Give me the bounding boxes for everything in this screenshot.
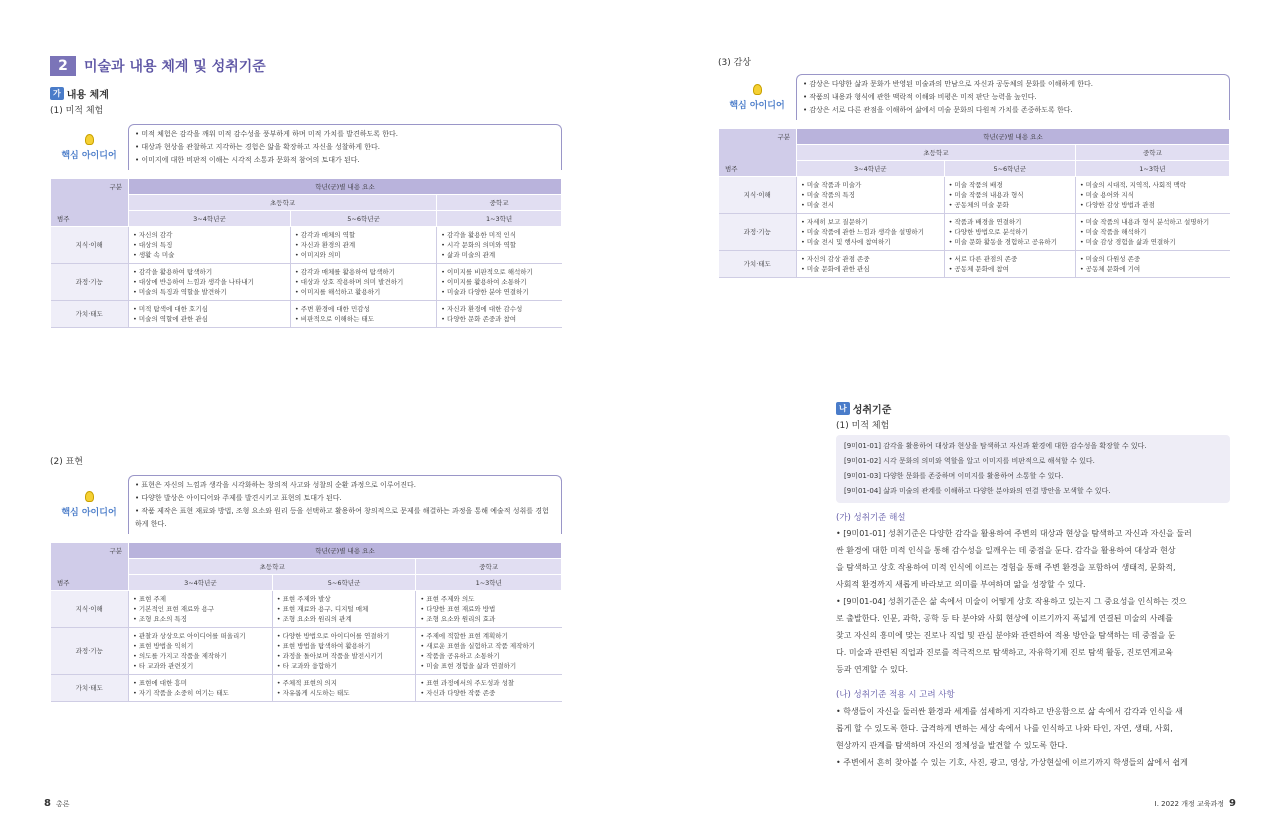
cell-item: • 조형 요소와 원리의 효과 <box>420 615 496 623</box>
content-system-heading <box>50 86 109 101</box>
category-cell: 가치·태도 <box>51 301 129 328</box>
cell-item: • 자기 작품을 소중히 여기는 태도 <box>133 689 229 697</box>
considerations-line: 롭게 할 수 있도록 한다. 급격하게 변하는 세상 속에서 나를 인식하고 나와 타인, 자연, 생태, 사회, <box>836 724 1173 733</box>
explanation-text <box>836 525 1230 678</box>
core-idea-line: • 감상은 서로 다른 관점을 이해하여 삶에서 미술 문화의 다원적 가치를 존중하도록 한다. <box>803 106 1073 114</box>
cell-item: • 표현 주제 <box>133 595 167 603</box>
table-row <box>719 177 1230 214</box>
core-idea-text <box>128 475 562 534</box>
core-idea-line: • 표현은 자신의 느낌과 생각을 시각화하는 창의적 사고와 성찰의 순환 과정으로 이루어진다. <box>135 481 417 489</box>
core-idea-line: • 대상과 현상을 관찰하고 지각하는 경험은 앎을 확장하고 자신을 성찰하게 한다. <box>135 143 380 151</box>
cell-item: • 자세히 보고 질문하기 <box>801 218 868 226</box>
core-idea-3 <box>718 74 1230 120</box>
cell-item: • 미술의 역할에 관한 관심 <box>133 315 208 323</box>
cell-item: • 대상과 상호 작용하며 의미 발견하기 <box>294 278 404 286</box>
page-label: Ⅰ. 2022 개정 교육과정 <box>1154 799 1225 808</box>
elementary-header: 초등학교 <box>129 195 437 211</box>
cell-item: • 다양한 방법으로 분석하기 <box>948 228 1028 236</box>
cell-item: • 미술의 특징과 역할을 발견하기 <box>133 288 227 296</box>
cell-item: • 표현 방법을 익히기 <box>133 642 194 650</box>
explanation-line: • [9미01-04] 성취기준은 삶 속에서 미술이 어떻게 상호 작용하고 있는지 그 중요성을 인식하는 것으 <box>836 597 1187 606</box>
cell-item: • 주체적 표현의 의지 <box>276 679 337 687</box>
achievement-sub-aesthetic: (1) 미적 체험 <box>836 421 890 431</box>
lightbulb-icon <box>753 84 762 95</box>
cell-item: • 관찰과 상상으로 아이디어를 떠올리기 <box>133 632 246 640</box>
considerations-line: • 학생들이 자신을 둘러싼 환경과 세계를 섬세하게 지각하고 반응함으로 삶 속에서 감각과 인식을 새 <box>836 707 1183 716</box>
table-row <box>51 675 562 702</box>
grade-13-header: 1~3학년 <box>1075 161 1229 177</box>
table-cell <box>129 675 273 702</box>
core-idea-2 <box>50 475 562 534</box>
cell-item: • 자신과 환경의 관계 <box>294 241 356 249</box>
cell-item: • 공동체 문화에 참여 <box>948 265 1009 273</box>
cell-item: • 표현 주제와 발상 <box>276 595 331 603</box>
content-table-3 <box>718 128 1230 278</box>
core-idea-line: • 이미지에 대한 비판적 이해는 시각적 소통과 문화적 참여의 토대가 된다. <box>135 156 360 164</box>
elementary-header: 초등학교 <box>129 559 416 575</box>
standard-line: [9미01-02] 시각 문화의 의미와 역할을 알고 이미지를 비판적으로 해석할 수 있다. <box>844 457 1095 465</box>
table-cell <box>944 177 1075 214</box>
cell-item: • 이미지를 해석하고 활용하기 <box>294 288 381 296</box>
table-corner <box>51 543 129 591</box>
considerations-line: 현상까지 관계를 탐색하며 자신의 정체성을 발견할 수 있도록 한다. <box>836 741 1068 750</box>
cell-item: • 다양한 방법으로 아이디어를 연결하기 <box>276 632 390 640</box>
corner-beomju: 범주 <box>57 215 70 223</box>
core-idea-text <box>128 124 562 170</box>
cell-item: • 자유롭게 시도하는 태도 <box>276 689 350 697</box>
category-cell: 과정·기능 <box>51 628 129 675</box>
left-footer <box>44 798 70 809</box>
cell-item: • 감각과 매체의 역할 <box>294 231 356 239</box>
cell-item: • 미술 작품에 관한 느낌과 생각을 설명하기 <box>801 228 924 236</box>
ga-tag: 가 <box>50 87 64 100</box>
cell-item: • 미술 작품과 미술가 <box>801 181 862 189</box>
cell-item: • 자신의 감상 관점 존중 <box>801 255 870 263</box>
cell-item: • 조형 요소의 특징 <box>133 615 187 623</box>
corner-gubun: 구분 <box>109 183 122 191</box>
grade-13-header: 1~3학년 <box>416 575 562 591</box>
table-corner <box>51 179 129 227</box>
cell-item: • 미술 작품의 내용과 형식 분석하고 설명하기 <box>1079 218 1210 226</box>
table-row <box>719 251 1230 278</box>
cell-item: • 감각과 매체를 활용하여 탐색하기 <box>294 268 395 276</box>
table-cell <box>129 301 291 328</box>
cell-item: • 표현 과정에서의 주도성과 성찰 <box>420 679 515 687</box>
table-cell <box>290 264 436 301</box>
grade-56-header: 5~6학년군 <box>290 211 436 227</box>
cell-item: • 미술 전시 및 행사에 참여하기 <box>801 238 891 246</box>
table-cell <box>416 628 562 675</box>
cell-item: • 비판적으로 이해하는 태도 <box>294 315 375 323</box>
cell-item: • 조형 요소와 원리의 관계 <box>276 615 352 623</box>
grade-elements-header: 학년(군)별 내용 요소 <box>797 129 1230 145</box>
table-cell <box>1075 251 1229 278</box>
cell-item: • 미술 감상 경험을 삶과 연결하기 <box>1079 238 1176 246</box>
core-idea-line: • 감상은 다양한 삶과 문화가 반영된 미술과의 만남으로 자신과 공동체의 문화를 이해하게 한다. <box>803 80 1094 88</box>
table-row <box>51 227 562 264</box>
table-cell <box>1075 214 1229 251</box>
explanation-title: (가) 성취기준 해설 <box>836 513 906 523</box>
grade-34-header: 3~4학년군 <box>129 575 273 591</box>
cell-item: • 표현 주제와 의도 <box>420 595 475 603</box>
table-cell <box>797 214 945 251</box>
table-cell <box>437 264 562 301</box>
considerations-text <box>836 703 1230 771</box>
core-idea-1 <box>50 124 562 170</box>
table-cell <box>129 628 273 675</box>
cell-item: • 미술 문화 활동을 경험하고 공유하기 <box>948 238 1057 246</box>
cell-item: • 표현 재료와 용구, 디지털 매체 <box>276 605 369 613</box>
content-table-2 <box>50 542 562 702</box>
elementary-header: 초등학교 <box>797 145 1076 161</box>
cell-item: • 감각을 활용한 미적 인식 <box>441 231 517 239</box>
table-cell <box>290 301 436 328</box>
cell-item: • 기본적인 표현 재료와 용구 <box>133 605 215 613</box>
cell-item: • 대상에 반응하여 느낌과 생각을 나타내기 <box>133 278 254 286</box>
cell-item: • 다양한 문화 존중과 참여 <box>441 315 517 323</box>
cell-item: • 타 교과와 관련짓기 <box>133 662 194 670</box>
page-number: 8 <box>44 798 51 809</box>
page-label: 총론 <box>55 799 70 808</box>
table-row <box>719 214 1230 251</box>
section-number: 2 <box>50 56 76 76</box>
table-cell <box>272 675 416 702</box>
cell-item: • 새로운 표현을 실험하고 작품 제작하기 <box>420 642 536 650</box>
core-idea-line: • 미적 체험은 감각을 깨워 미적 감수성을 풍부하게 하며 미적 가치를 발견하도록 한다. <box>135 130 398 138</box>
considerations-title: (나) 성취기준 적용 시 고려 사항 <box>836 690 955 700</box>
core-idea-line: • 작품 제작은 표현 재료와 방법, 조형 요소와 원리 등을 선택하고 활용하여 창의적으로 문제를 해결하는 과정을 통해 예술적 성취를 경험하게 한다. <box>135 507 549 528</box>
explanation-line: 다. 미술과 관련된 직업과 진로를 적극적으로 탐색하고, 자유학기제 진로 탐색 활동, 진로연계교육 <box>836 648 1173 657</box>
cell-item: • 미술의 시대적, 지역적, 사회적 맥락 <box>1079 181 1187 189</box>
content-system-title: 내용 체계 <box>66 90 109 101</box>
subsection-appreciation: (3) 감상 <box>718 58 751 68</box>
cell-item: • 삶과 미술의 관계 <box>441 251 496 259</box>
explanation-line: 싼 환경에 대한 미적 인식을 통해 감수성을 일깨우는 데 중점을 둔다. 감각을 활용하여 대상과 현상 <box>836 546 1176 555</box>
category-cell: 가치·태도 <box>719 251 797 278</box>
cell-item: • 타 교과와 융합하기 <box>276 662 337 670</box>
table-cell <box>416 675 562 702</box>
table-cell <box>272 591 416 628</box>
explanation-line: 을 탐색하고 상호 작용하여 미적 인식에 이르는 경험을 통해 주변 환경을 포함하여 생태적, 문화적, <box>836 563 1176 572</box>
explanation-line: • [9미01-01] 성취기준은 다양한 감각을 활용하여 주변의 대상과 현상을 탐색하고 자신과 자신을 둘러 <box>836 529 1192 538</box>
core-idea-line: • 작품의 내용과 형식에 관한 맥락적 이해와 비평은 미적 판단 능력을 높인다. <box>803 93 1037 101</box>
achievement-heading <box>836 401 891 416</box>
grade-56-header: 5~6학년군 <box>272 575 416 591</box>
corner-beomju: 범주 <box>725 165 738 173</box>
cell-item: • 미술 작품의 내용과 형식 <box>948 191 1024 199</box>
category-cell: 과정·기능 <box>51 264 129 301</box>
core-idea-label: 핵심 아이디어 <box>61 150 117 161</box>
right-footer <box>1155 798 1236 809</box>
cell-item: • 다양한 표현 재료와 방법 <box>420 605 496 613</box>
explanation-line: 로 출발한다. 인문, 과학, 공학 등 타 분야와 사회 현상에 이르기까지 폭넓게 연결된 미술의 사례를 <box>836 614 1173 623</box>
table-cell <box>290 227 436 264</box>
table-cell <box>944 214 1075 251</box>
category-cell: 지식·이해 <box>51 591 129 628</box>
achievement-title: 성취기준 <box>852 405 892 416</box>
table-cell <box>129 264 291 301</box>
cell-item: • 감각을 활용하여 탐색하기 <box>133 268 213 276</box>
cell-item: • 미술과 다양한 분야 연결하기 <box>441 288 529 296</box>
grade-elements-header: 학년(군)별 내용 요소 <box>129 179 562 195</box>
cell-item: • 이미지를 비판적으로 해석하기 <box>441 268 533 276</box>
standard-line: [9미01-01] 감각을 활용하여 대상과 현상을 탐색하고 자신과 환경에 대한 감수성을 확장할 수 있다. <box>844 442 1147 450</box>
cell-item: • 미술 작품을 해석하기 <box>1079 228 1147 236</box>
cell-item: • 표현에 대한 흥미 <box>133 679 187 687</box>
cell-item: • 미술 용어와 지식 <box>1079 191 1134 199</box>
standards-box <box>836 435 1230 503</box>
table-cell <box>797 177 945 214</box>
cell-item: • 의도를 가지고 작품을 제작하기 <box>133 652 227 660</box>
cell-item: • 공동체 문화에 기여 <box>1079 265 1141 273</box>
category-cell: 과정·기능 <box>719 214 797 251</box>
cell-item: • 미술 작품의 배경 <box>948 181 1003 189</box>
table-row <box>51 301 562 328</box>
grade-34-header: 3~4학년군 <box>129 211 291 227</box>
core-idea-label: 핵심 아이디어 <box>729 100 785 111</box>
grade-56-header: 5~6학년군 <box>944 161 1075 177</box>
cell-item: • 미적 탐색에 대한 호기심 <box>133 305 208 313</box>
category-cell: 지식·이해 <box>719 177 797 214</box>
subsection-aesthetic: (1) 미적 체험 <box>50 106 104 116</box>
explanation-line: 찾고 자신의 흥미에 맞는 진로나 직업 및 관심 분야와 관련하여 적용 방안을 탐색하는 데 중점을 둔 <box>836 631 1176 640</box>
cell-item: • 과정을 돌아보며 작품을 발전시키기 <box>276 652 383 660</box>
subsection-expression: (2) 표현 <box>50 457 83 467</box>
middle-header: 중학교 <box>437 195 562 211</box>
cell-item: • 서로 다른 관점의 존중 <box>948 255 1018 263</box>
cell-item: • 미술 문화에 관한 관심 <box>801 265 870 273</box>
category-cell: 지식·이해 <box>51 227 129 264</box>
grade-13-header: 1~3학년 <box>437 211 562 227</box>
cell-item: • 미술의 다원성 존중 <box>1079 255 1141 263</box>
cell-item: • 이미지와 의미 <box>294 251 341 259</box>
lightbulb-icon <box>85 134 94 145</box>
cell-item: • 표현 방법을 탐색하여 활용하기 <box>276 642 371 650</box>
standard-line: [9미01-03] 다양한 문화를 존중하며 이미지를 활용하여 소통할 수 있다. <box>844 472 1064 480</box>
grade-elements-header: 학년(군)별 내용 요소 <box>129 543 562 559</box>
core-idea-label: 핵심 아이디어 <box>61 508 117 518</box>
cell-item: • 미술 표현 경험을 삶과 연결하기 <box>420 662 517 670</box>
corner-beomju: 범주 <box>57 579 70 587</box>
table-cell <box>1075 177 1229 214</box>
page-number: 9 <box>1229 798 1236 809</box>
table-cell <box>797 251 945 278</box>
cell-item: • 주변 환경에 대한 민감성 <box>294 305 370 313</box>
corner-gubun: 구분 <box>109 547 122 555</box>
lightbulb-icon <box>85 491 94 502</box>
explanation-line: 등과 연계할 수 있다. <box>836 665 908 674</box>
middle-header: 중학교 <box>1075 145 1229 161</box>
cell-item: • 자신의 감각 <box>133 231 173 239</box>
cell-item: • 공동체의 미술 문화 <box>948 201 1009 209</box>
cell-item: • 자신과 환경에 대한 감수성 <box>441 305 523 313</box>
cell-item: • 다양한 감상 방법과 관점 <box>1079 201 1155 209</box>
corner-gubun: 구분 <box>777 133 790 141</box>
cell-item: • 작품을 공유하고 소통하기 <box>420 652 500 660</box>
table-cell <box>272 628 416 675</box>
cell-item: • 작품과 배경을 연결하기 <box>948 218 1022 226</box>
table-cell <box>416 591 562 628</box>
cell-item: • 생활 속 미술 <box>133 251 175 259</box>
na-tag: 나 <box>836 402 850 415</box>
cell-item: • 미술 작품의 특징 <box>801 191 855 199</box>
cell-item: • 시각 문화의 의미와 역할 <box>441 241 517 249</box>
considerations-line: • 주변에서 흔히 찾아볼 수 있는 기호, 사진, 광고, 영상, 가상현실에 이르기까지 학생들의 삶에서 쉽게 <box>836 758 1188 767</box>
cell-item: • 주제에 적합한 표현 계획하기 <box>420 632 508 640</box>
table-cell <box>437 301 562 328</box>
table-cell <box>437 227 562 264</box>
core-idea-text <box>796 74 1230 120</box>
section-heading: 미술과 내용 체계 및 성취기준 <box>84 59 266 75</box>
table-cell <box>129 227 291 264</box>
table-row <box>51 628 562 675</box>
table-corner <box>719 129 797 177</box>
content-table-1 <box>50 178 562 328</box>
core-idea-line: • 다양한 발상은 아이디어와 주제를 발견시키고 표현의 토대가 된다. <box>135 494 342 502</box>
middle-header: 중학교 <box>416 559 562 575</box>
explanation-line: 사회적 환경까지 새롭게 바라보고 의미를 부여하며 앎을 성장할 수 있다. <box>836 580 1086 589</box>
cell-item: • 이미지를 활용하여 소통하기 <box>441 278 527 286</box>
table-cell <box>944 251 1075 278</box>
table-row <box>51 264 562 301</box>
cell-item: • 미술 전시 <box>801 201 835 209</box>
table-cell <box>129 591 273 628</box>
section-title <box>50 56 266 76</box>
cell-item: • 자신과 다양한 작품 존중 <box>420 689 496 697</box>
grade-34-header: 3~4학년군 <box>797 161 945 177</box>
standard-line: [9미01-04] 삶과 미술의 관계를 이해하고 다양한 분야와의 연결 방안을 모색할 수 있다. <box>844 487 1111 495</box>
category-cell: 가치·태도 <box>51 675 129 702</box>
cell-item: • 대상의 특징 <box>133 241 173 249</box>
table-row <box>51 591 562 628</box>
